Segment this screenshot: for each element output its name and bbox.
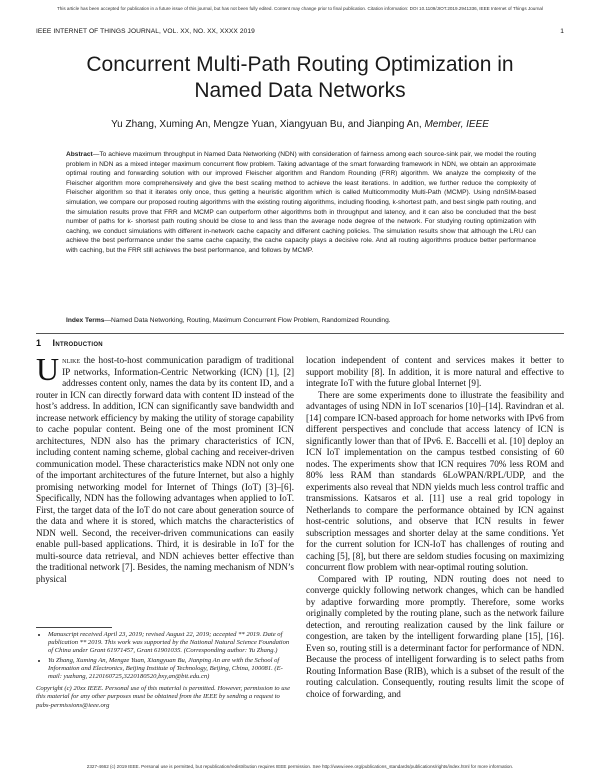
running-header xyxy=(36,28,564,35)
author-line xyxy=(40,119,560,130)
section-title: Introduction xyxy=(52,338,103,348)
copyright-notice: Copyright (c) 20xx IEEE. Personal use of this material is permitted. However, permission to use this material for any other purposes must be obtained from the IEEE by sending a request to pubs-permissions@ieee.org xyxy=(36,685,291,709)
section-number: 1 xyxy=(36,338,42,348)
abstract-text: —To achieve maximum throughput in Named Data Networking (NDN) with consideration of fairness among each source-sink pair, we model the routing problem in NDN as a mixed integer maximum concurrent flow problem. Taking advantage of the smart forwarding framework in NDN, we obtain an approximate optimal routing and forwarding solution with our improved Fleischer algorithm and Random Rounding (FRR) algorithm. We analyze the complexity of the Fleischer algorithm more comprehensively and give the best scaling method to achieve the least iterations. In addition, we further reduce the complexity of Fleischer algorithm so that it iterates only once, thus getting a heuristic algorithm which is called Multicommodity Multi-Path (MCMP). Using ndnSIM-based simulation, we compare our proposed routing algorithms with the existing routing algorithms, including flooding, k-shortest path, and best single path routing, and the simulation results prove that FRR and MCMP can outperform other algorithms both in throughput and latency, and it can also be concluded that the best number of paths for k- shortest path routing should be close to and less than the average node degree of the network. For studying routing optimization with caching, we conduct simulations with different in-network cache capacity and different caching policies. The simulation results show that although the LRU can achieve the best performance under the same cache capacity, the cache capacity plays a decisive role. And all routing algorithms produce better performance with caching, but the FRR still achieves the best performance, and follows by MCMP. xyxy=(66,151,536,254)
body-paragraph: location independent of content and services makes it better to support mobility [8]. In addition, it is more natural and effective to integrate IoT with the future global Internet [9]. xyxy=(306,355,564,388)
footnote-rule xyxy=(36,627,112,628)
abstract-label: Abstract xyxy=(66,151,93,158)
section-heading xyxy=(36,338,103,348)
index-terms-label: Index Terms xyxy=(66,317,105,324)
right-column xyxy=(306,355,564,700)
author-membership: Member, IEEE xyxy=(424,119,489,130)
footnote-manuscript: • Manuscript received April 23, 2019; revised August 22, 2019; accepted ** 2019. Date of publication ** 2019. This work was supported by the National Natural Science Foundation of China under Grant 61971457, Grant 61901035. (Corresponding author: Yu Zhang.) xyxy=(48,631,294,656)
authors: Yu Zhang, Xuming An, Mengze Yuan, Xiangyuan Bu, and Jianping An, xyxy=(111,119,422,130)
page-number: 1 xyxy=(560,28,564,35)
left-column xyxy=(36,351,295,585)
index-terms xyxy=(66,316,536,326)
index-terms-text: —Named Data Networking, Routing, Maximum Concurrent Flow Problem, Randomized Rounding. xyxy=(104,317,391,324)
bottom-footer: 2327-4662 (c) 2019 IEEE. Personal use is permitted, but republication/redistribution requires IEEE permission. See http://www.ieee.org/publications_standards/publications/rights/index.html for more information. xyxy=(86,764,514,769)
section-divider xyxy=(36,333,564,334)
body-paragraph: There are some experiments done to illustrate the feasibility and advantages of using NDN in IoT scenarios [10]–[14]. Ravindran et al. [14] compare ICN-based approach for home networks with IPv6 from different perspectives and conclude that access latency of ICN is significantly lower than that of IPv6. E. Baccelli et al. [10] deploy an ICN IoT implementation on the campus testbed consisting of 60 nodes. The experiments show that ICN requires 70% less ROM and 80% less RAM than standards 6LoWPAN/RPL/UDP, and the experiments also reveal that NDN yields much less control traffic and transmissions. Katsaros et al. [11] use a real grid topology in Netherlands to compare the performance obtained by ICN against host-centric solutions, and observe that ICN results in fewer subscription messages and shorter delay at the same conditions. Yet for the current solution for ICN-IoT has challenges of routing and caching [5], [8], but there are seldom studies focusing on maximizing concurrent flow problem with near-optimal routing solution. xyxy=(306,389,564,572)
journal-header: IEEE INTERNET OF THINGS JOURNAL, VOL. XX, NO. XX, XXXX 2019 xyxy=(36,28,255,35)
publication-notice: This article has been accepted for publication in a future issue of this journal, but has not been fully edited. Content may change prior to final publication. Citation information: DOI 10.1109/JIOT.2019.2941336, IEEE Internet of Things Journal xyxy=(56,6,544,11)
footnote-affiliation: • Yu Zhang, Xuming An, Mengze Yuan, Xiangyuan Bu, Jianping An are with the School of Information and Electronics, Beijing Institute of Technology, Beijing, China, 100081. (E-mail: yuzhang, 2120160725,3220180520,bxy,an@bit.edu.cn) xyxy=(48,657,294,682)
intro-paragraph xyxy=(36,351,295,585)
paper-title: Concurrent Multi-Path Routing Optimization in Named Data Networks xyxy=(86,53,514,102)
lead-word: nlike xyxy=(62,355,81,365)
footnotes xyxy=(36,631,294,710)
body-paragraph: Compared with IP routing, NDN routing does not need to converge quickly following network changes, which can be handled by adaptive forwarding more promptly. Therefore, some works originally completed by the routing plane, such as the network failure detection, and rerouting realization caused by the link failure or congestion, are taken by the intelligent forwarding plane [15], [16]. Even so, routing still is a determinant factor for performance of NDN. Because the process of intelligent forwarding is to select paths from Routing Information Base (RIB), which is a subset of the result of the routing calculation. Consequently, routing results limit the scope of choice of forwarding, and xyxy=(306,573,564,699)
abstract xyxy=(66,150,536,256)
intro-text: the host-to-host communication paradigm of traditional IP networks, Information-Centric Networking (ICN) [1], [2] addresses content only, names the data by its content ID, and a router in ICN can directly forward data with content ID instead of the host’s address. In addition, ICN can significantly save bandwidth and increase network efficiency by making the utility of storage capability to cache popular content. Being one of the most prominent ICN architectures, NDN also has the primary characteristics of ICN, including content naming scheme, global caching and receiver-driven communication model. These characteristics make NDN not only one of the important architectures of the future Internet, but also a highly promising networking model for Internet of Things (IoT) [3]–[6]. Specifically, NDN has the following advantages when applied to IoT. First, the target data of the IoT do not care about generation source of the data and where it is stored, which matchs the characteristics of NDN well. Second, the receiver-driven communications can easily enable pull-based applications. Third, it is desirable in IoT for the multi-source data retrieval, and NDN achieves better effective than the traditional network [7]. Besides, the naming mechanism of NDN’s physical xyxy=(36,355,295,584)
dropcap: U xyxy=(36,351,60,387)
